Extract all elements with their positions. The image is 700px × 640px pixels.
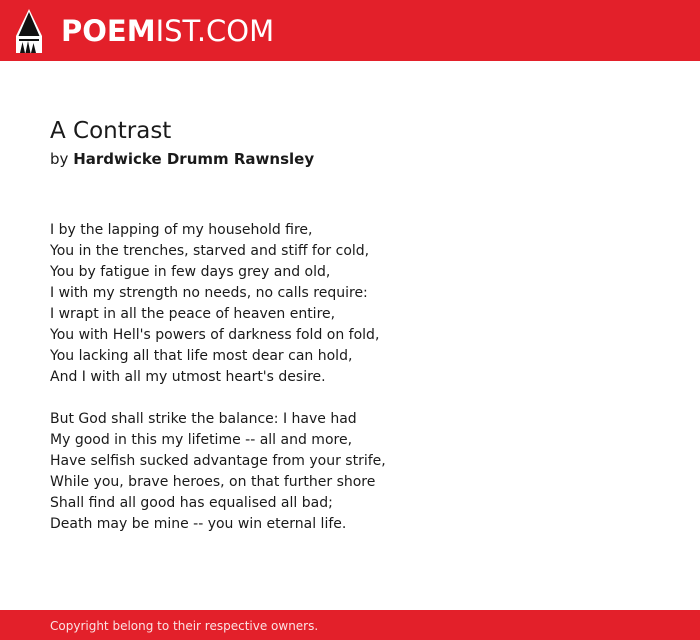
copyright-text: Copyright belong to their respective owners.	[50, 619, 319, 633]
poem-byline	[50, 149, 650, 169]
logo-text-strong: POEM	[61, 14, 156, 48]
poem-content	[50, 117, 650, 556]
poem-line: Shall find all good has equalised all bad;	[50, 495, 333, 511]
poem-line: But God shall strike the balance: I have had	[50, 411, 357, 427]
poem-title: A Contrast	[50, 118, 172, 144]
top-bar	[0, 0, 700, 61]
author-link[interactable]: Hardwicke Drumm Rawnsley	[73, 150, 315, 168]
poem-line: I with my strength no needs, no calls require:	[50, 285, 368, 301]
poem-line: You with Hell's powers of darkness fold on fold,	[50, 327, 380, 343]
site-logo-text	[61, 9, 274, 53]
logo-text-light: IST.COM	[155, 14, 275, 48]
poem-line: Have selfish sucked advantage from your strife,	[50, 453, 386, 469]
poem-line: While you, brave heroes, on that further shore	[50, 474, 376, 490]
poem-line: My good in this my lifetime -- all and more,	[50, 432, 353, 448]
poem-line: I by the lapping of my household fire,	[50, 222, 313, 238]
stanza	[50, 409, 650, 535]
poem-body	[50, 220, 650, 535]
pencil-icon	[14, 9, 44, 53]
stanza	[50, 220, 650, 388]
poem-line: You lacking all that life most dear can hold,	[50, 348, 353, 364]
byline-prefix: by	[50, 150, 69, 168]
poem-line: I wrapt in all the peace of heaven entire,	[50, 306, 336, 322]
site-logo-link[interactable]	[14, 8, 274, 54]
poem-line: And I with all my utmost heart's desire.	[50, 369, 326, 385]
footer-bar	[0, 610, 700, 640]
poem-line: You in the trenches, starved and stiff for cold,	[50, 243, 370, 259]
poem-line: Death may be mine -- you win eternal life.	[50, 516, 347, 532]
poem-line: You by fatigue in few days grey and old,	[50, 264, 331, 280]
